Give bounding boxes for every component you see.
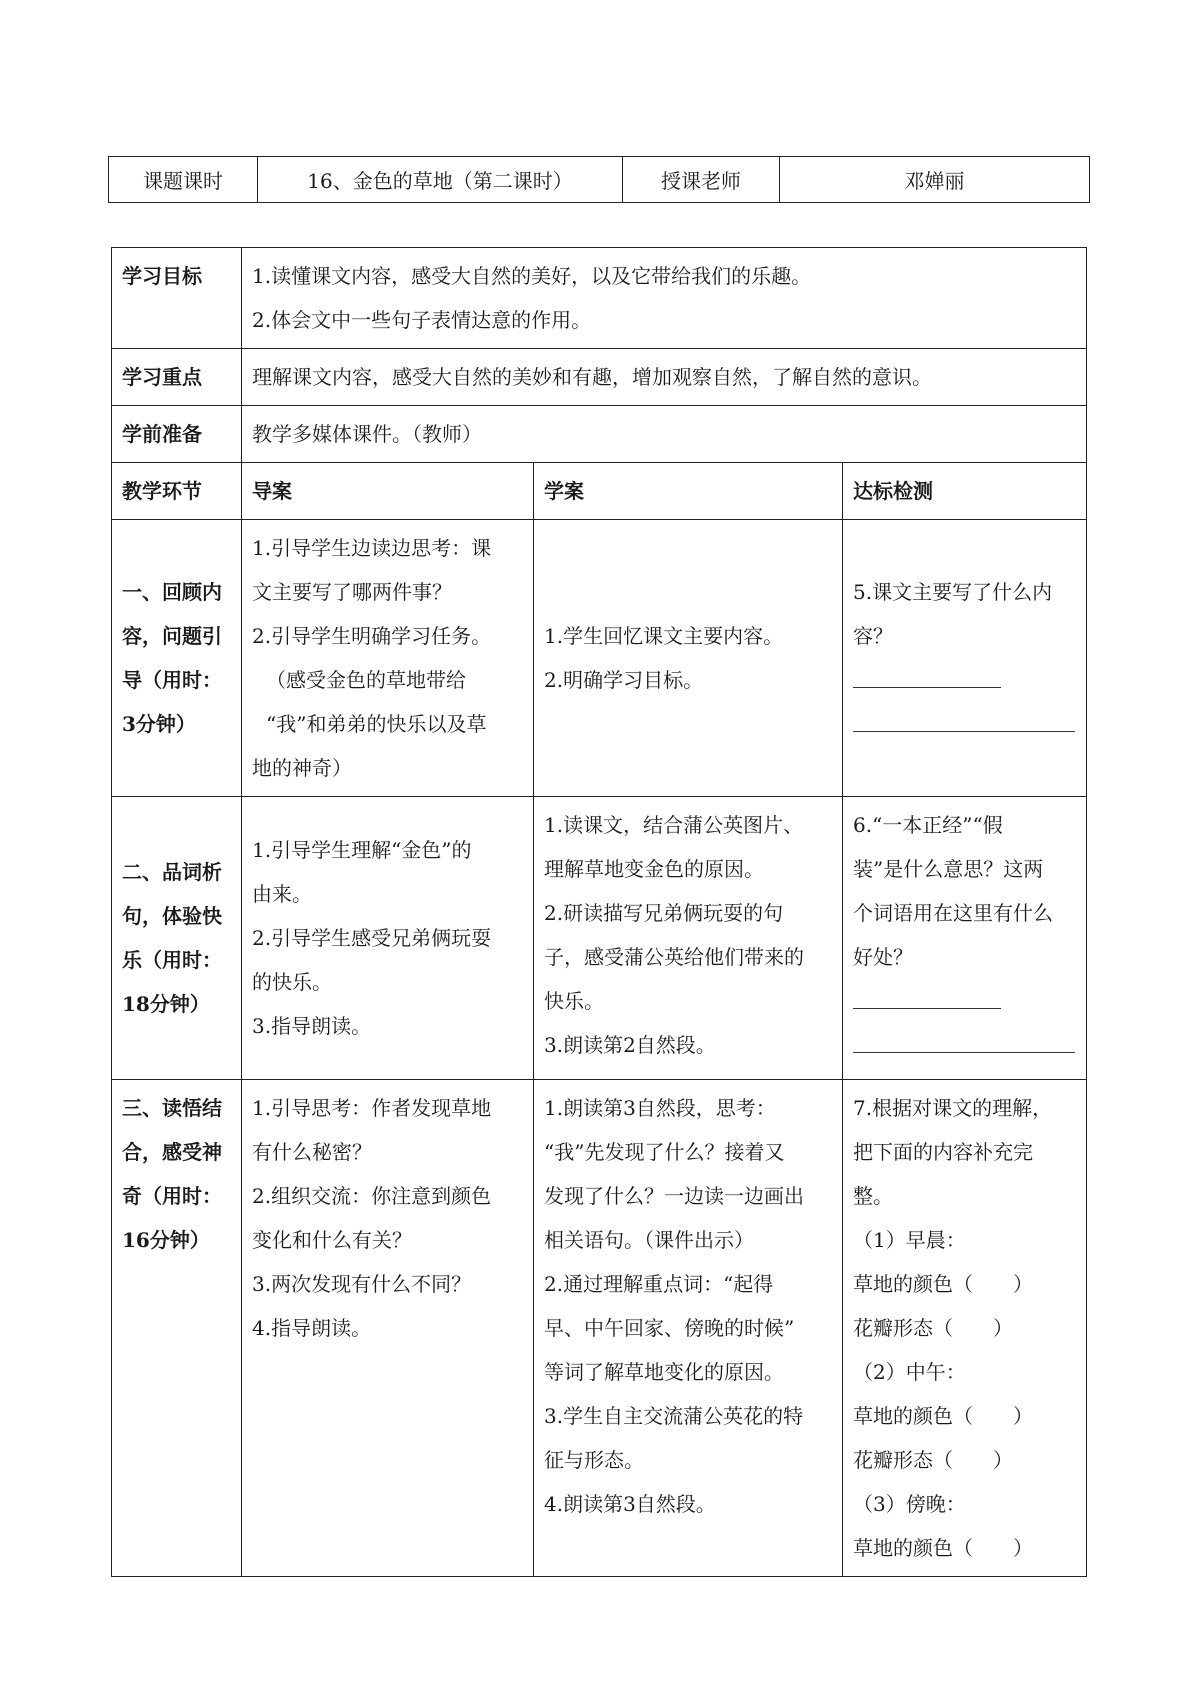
check-text-line: 好处？	[853, 945, 913, 969]
study-text-line: 2.通过理解重点词：“起得	[544, 1272, 774, 1296]
check-text-line: 草地的颜色（ ）	[853, 1404, 1033, 1428]
section-row-3	[112, 1080, 1087, 1577]
study-text-line: 1.学生回忆课文主要内容。	[544, 624, 784, 648]
check-text-line: 草地的颜色（ ）	[853, 1536, 1033, 1560]
study-cell	[534, 797, 843, 1080]
topic-label: 课题课时	[109, 157, 258, 203]
focus-label: 学习重点	[112, 349, 242, 406]
column-header-stage: 教学环节	[112, 463, 242, 520]
check-cell	[843, 520, 1087, 797]
stage-text-line: 三、读悟结	[122, 1096, 222, 1120]
check-text-line: 花瓣形态（ ）	[853, 1448, 1013, 1472]
prep-row	[112, 406, 1087, 463]
guide-text-line: 1.引导学生边读边思考：课	[252, 536, 492, 560]
study-text-line: 2.明确学习目标。	[544, 668, 704, 692]
guide-cell	[242, 797, 534, 1080]
guide-cell	[242, 1080, 534, 1577]
stage-text-line: 容，问题引	[122, 624, 222, 648]
study-cell	[534, 520, 843, 797]
section-row-2	[112, 797, 1087, 1080]
stage-text-line: 合，感受神	[122, 1140, 222, 1164]
study-text-line: 1.读课文，结合蒲公英图片、	[544, 813, 804, 837]
check-text-line: 草地的颜色（ ）	[853, 1272, 1033, 1296]
goal-item: 2.体会文中一些句子表情达意的作用。	[252, 308, 592, 332]
study-text-line: 快乐。	[544, 989, 604, 1013]
study-text-line: 3.学生自主交流蒲公英花的特	[544, 1404, 804, 1428]
guide-text-line: 由来。	[252, 882, 312, 906]
study-text-line: 理解草地变金色的原因。	[544, 857, 764, 881]
course-header-row	[109, 157, 1090, 203]
guide-text-line: 1.引导思考：作者发现草地	[252, 1096, 492, 1120]
lesson-plan-table	[111, 247, 1087, 1577]
teacher-name: 邓婵丽	[780, 157, 1090, 203]
goals-label: 学习目标	[112, 248, 242, 349]
answer-blank	[853, 979, 1076, 1023]
answer-blank	[853, 658, 1076, 702]
teacher-label: 授课老师	[623, 157, 780, 203]
column-header-row	[112, 463, 1087, 520]
guide-text-line: 3.指导朗读。	[252, 1014, 372, 1038]
check-text-line: 容？	[853, 624, 893, 648]
study-text-line: “我”先发现了什么？接着又	[544, 1140, 785, 1164]
answer-blank	[853, 702, 1076, 746]
check-text-line: 整。	[853, 1184, 893, 1208]
guide-text-line: 有什么秘密？	[252, 1140, 372, 1164]
column-header-check: 达标检测	[843, 463, 1087, 520]
guide-text-line: 1.引导学生理解“金色”的	[252, 838, 472, 862]
check-cell	[843, 1080, 1087, 1577]
guide-text-line: 文主要写了哪两件事？	[252, 580, 452, 604]
study-text-line: 3.朗读第2自然段。	[544, 1033, 716, 1057]
stage-cell	[112, 1080, 242, 1577]
guide-text-line: 2.组织交流：你注意到颜色	[252, 1184, 492, 1208]
check-text-line: 花瓣形态（ ）	[853, 1316, 1013, 1340]
study-text-line: 早、中午回家、傍晚的时候”	[544, 1316, 795, 1340]
stage-text-line: 句，体验快	[122, 904, 222, 928]
study-text-line: 发现了什么？一边读一边画出	[544, 1184, 804, 1208]
guide-text-line: 2.引导学生感受兄弟俩玩耍	[252, 926, 492, 950]
goals-row	[112, 248, 1087, 349]
goals-content	[242, 248, 1087, 349]
stage-cell	[112, 797, 242, 1080]
guide-text-line: 变化和什么有关？	[252, 1228, 412, 1252]
study-cell	[534, 1080, 843, 1577]
check-text-line: 装”是什么意思？这两	[853, 857, 1044, 881]
guide-text-line: 地的神奇）	[252, 756, 352, 780]
guide-text-line: 3.两次发现有什么不同？	[252, 1272, 472, 1296]
focus-content: 理解课文内容，感受大自然的美妙和有趣，增加观察自然，了解自然的意识。	[242, 349, 1087, 406]
check-text-line: 5.课文主要写了什么内	[853, 580, 1053, 604]
check-text-line: 个词语用在这里有什么	[853, 901, 1053, 925]
check-text-line: 把下面的内容补充完	[853, 1140, 1033, 1164]
stage-text-line: 二、品词析	[122, 860, 222, 884]
check-text-line: （2）中午：	[853, 1360, 966, 1384]
check-text-line: 7.根据对课文的理解，	[853, 1096, 1053, 1120]
guide-text-line: （感受金色的草地带给	[266, 668, 466, 692]
stage-text-line: 导（用时：	[122, 668, 222, 692]
stage-text-line: 奇（用时：	[122, 1184, 222, 1208]
check-text-line: （3）傍晚：	[853, 1492, 966, 1516]
lesson-topic: 16、金色的草地（第二课时）	[258, 157, 623, 203]
check-text-line: （1）早晨：	[853, 1228, 966, 1252]
study-text-line: 相关语句。（课件出示）	[544, 1228, 754, 1252]
guide-text-line: “我”和弟弟的快乐以及草	[266, 712, 487, 736]
stage-text-line: 乐（用时：	[122, 948, 222, 972]
prep-content: 教学多媒体课件。（教师）	[242, 406, 1087, 463]
answer-blank	[853, 1023, 1076, 1067]
guide-text-line: 的快乐。	[252, 970, 332, 994]
guide-text-line: 4.指导朗读。	[252, 1316, 372, 1340]
study-text-line: 子，感受蒲公英给他们带来的	[544, 945, 804, 969]
course-header-table	[108, 156, 1090, 203]
guide-cell	[242, 520, 534, 797]
stage-text-line: 18分钟）	[122, 992, 210, 1016]
column-header-study: 学案	[534, 463, 843, 520]
stage-text-line: 16分钟）	[122, 1228, 210, 1252]
prep-label: 学前准备	[112, 406, 242, 463]
guide-text-line: 2.引导学生明确学习任务。	[252, 624, 492, 648]
stage-cell	[112, 520, 242, 797]
goal-item: 1.读懂课文内容，感受大自然的美好，以及它带给我们的乐趣。	[252, 264, 812, 288]
study-text-line: 1.朗读第3自然段，思考：	[544, 1096, 776, 1120]
study-text-line: 等词了解草地变化的原因。	[544, 1360, 784, 1384]
study-text-line: 征与形态。	[544, 1448, 644, 1472]
stage-text-line: 3分钟）	[122, 712, 196, 736]
section-row-1	[112, 520, 1087, 797]
study-text-line: 4.朗读第3自然段。	[544, 1492, 716, 1516]
check-cell	[843, 797, 1087, 1080]
focus-row	[112, 349, 1087, 406]
study-text-line: 2.研读描写兄弟俩玩耍的句	[544, 901, 784, 925]
column-header-guide: 导案	[242, 463, 534, 520]
stage-text-line: 一、回顾内	[122, 580, 222, 604]
check-text-line: 6.“一本正经”“假	[853, 813, 1003, 837]
